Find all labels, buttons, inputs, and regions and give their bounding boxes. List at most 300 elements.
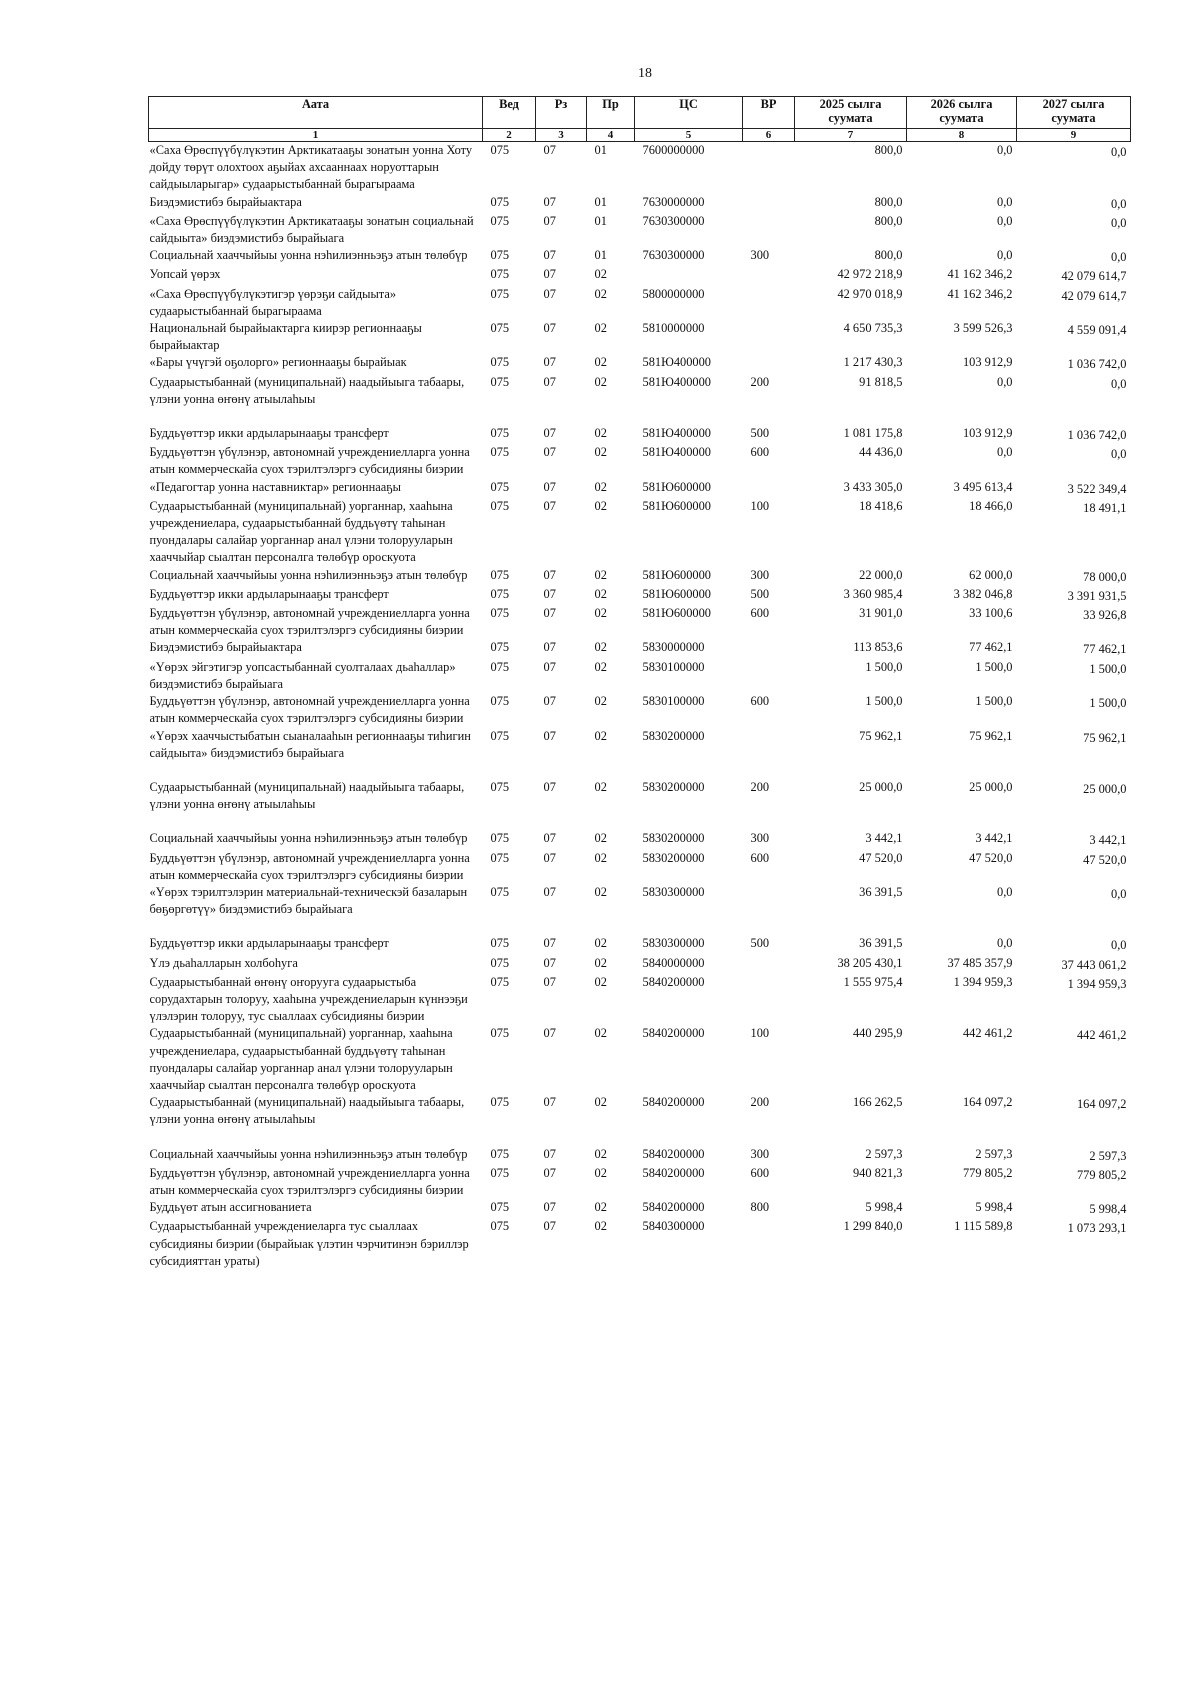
table-row bbox=[149, 1094, 1131, 1145]
rz-code: 07 bbox=[543, 194, 556, 209]
amount-2027: 3 391 931,5 bbox=[1067, 588, 1127, 603]
amount-2026: 0,0 bbox=[997, 884, 1013, 899]
vr-code: 300 bbox=[750, 567, 770, 582]
amount-2027: 0,0 bbox=[1111, 886, 1127, 901]
row-name: «Үөрэх хааччыстыбатын сыаналааһын регионнааҕы тиһигин сайдыыта» биэдэмистибэ бырайыага bbox=[149, 728, 471, 760]
amount-2027: 1 036 742,0 bbox=[1067, 357, 1127, 372]
row-name: «Саха Өрөспүүбүлүкэтигэр үөрэҕи сайдыыта» судаарыстыбаннай бырагыраама bbox=[149, 286, 397, 318]
cs-code: 5840300000 bbox=[642, 1219, 705, 1234]
table-row bbox=[149, 605, 1131, 639]
table-row bbox=[149, 567, 1131, 586]
ved-code: 075 bbox=[490, 1165, 510, 1180]
amount-2025: 1 500,0 bbox=[865, 694, 903, 709]
pr-code: 02 bbox=[594, 1219, 607, 1234]
header-2027: 2027 сылга суумата bbox=[1017, 97, 1131, 129]
pr-code: 02 bbox=[594, 1095, 607, 1110]
amount-2026: 25 000,0 bbox=[969, 779, 1013, 794]
amount-2026: 3 495 613,4 bbox=[953, 479, 1013, 494]
table-row bbox=[149, 779, 1131, 830]
ved-code: 075 bbox=[490, 498, 510, 513]
row-name: Социальнай хааччыйыы уонна нэһилиэнньэҕэ атын төлөбүр bbox=[149, 567, 468, 582]
cs-code: 7630000000 bbox=[642, 194, 705, 209]
cs-code: 5840000000 bbox=[642, 955, 705, 970]
vr-code: 500 bbox=[750, 586, 770, 601]
vr-code: 600 bbox=[750, 1165, 770, 1180]
table-row bbox=[149, 194, 1131, 213]
cs-code: 581Ю600000 bbox=[642, 498, 711, 513]
amount-2026: 18 466,0 bbox=[969, 498, 1013, 513]
ved-code: 075 bbox=[490, 374, 510, 389]
amount-2027: 442 461,2 bbox=[1076, 1028, 1127, 1043]
vr-code bbox=[743, 639, 795, 658]
table-row bbox=[149, 935, 1131, 954]
cs-code: 581Ю400000 bbox=[642, 445, 711, 460]
table-row bbox=[149, 266, 1131, 285]
column-number: 2 bbox=[483, 129, 536, 142]
rz-code: 07 bbox=[543, 1026, 556, 1041]
rz-code: 07 bbox=[543, 267, 556, 282]
cs-code: 5840200000 bbox=[642, 1095, 705, 1110]
vr-code bbox=[743, 884, 795, 935]
pr-code: 02 bbox=[594, 659, 607, 674]
amount-2025: 36 391,5 bbox=[859, 936, 903, 951]
rz-code: 07 bbox=[543, 1200, 556, 1215]
amount-2025: 1 299 840,0 bbox=[843, 1219, 903, 1234]
table-row bbox=[149, 850, 1131, 884]
cs-code: 5830300000 bbox=[642, 936, 705, 951]
vr-code bbox=[743, 213, 795, 247]
row-name: «Педагогтар уонна наставниктар» регионнааҕы bbox=[149, 479, 401, 494]
cs-code: 5830200000 bbox=[642, 779, 705, 794]
amount-2027: 3 442,1 bbox=[1089, 833, 1127, 848]
row-name: Национальнай бырайыактарга киирэр регионнааҕы бырайыактар bbox=[149, 321, 422, 353]
column-number: 9 bbox=[1017, 129, 1131, 142]
vr-code: 600 bbox=[750, 850, 770, 865]
column-number: 4 bbox=[587, 129, 635, 142]
rz-code: 07 bbox=[543, 479, 556, 494]
table-row bbox=[149, 586, 1131, 605]
pr-code: 01 bbox=[594, 213, 607, 228]
cs-code: 5840200000 bbox=[642, 1146, 705, 1161]
cs-code: 5840200000 bbox=[642, 1026, 705, 1041]
amount-2026: 41 162 346,2 bbox=[947, 286, 1013, 301]
ved-code: 075 bbox=[490, 1200, 510, 1215]
rz-code: 07 bbox=[543, 355, 556, 370]
vr-code bbox=[743, 286, 795, 320]
amount-2026: 77 462,1 bbox=[969, 640, 1013, 655]
row-name: Судаарыстыбаннай (муниципальнай) наадыйыыга табаары, үлэни уонна өҥөнү атыылаһыы bbox=[149, 374, 465, 406]
rz-code: 07 bbox=[543, 1095, 556, 1110]
amount-2026: 3 599 526,3 bbox=[953, 321, 1013, 336]
rz-code: 07 bbox=[543, 374, 556, 389]
column-number: 6 bbox=[743, 129, 795, 142]
cs-code: 5830100000 bbox=[642, 659, 705, 674]
table-row bbox=[149, 1025, 1131, 1094]
amount-2025: 25 000,0 bbox=[859, 779, 903, 794]
rz-code: 07 bbox=[543, 850, 556, 865]
amount-2025: 42 972 218,9 bbox=[837, 267, 903, 282]
table-row bbox=[149, 247, 1131, 266]
row-name: Буддьүөттэн үбүлэнэр, автономнай учреждениелларга уонна атын коммерческайа суох тэрилтэлэргэ субсидияны биэрии bbox=[149, 445, 470, 477]
table-row bbox=[149, 1146, 1131, 1165]
table-row bbox=[149, 142, 1131, 194]
table-row bbox=[149, 955, 1131, 974]
row-name: Үлэ дьаһалларын холбоһуга bbox=[149, 955, 298, 970]
row-name: Буддьүөттэн үбүлэнэр, автономнай учреждениелларга уонна атын коммерческайа суох тэрилтэлэргэ субсидияны биэрии bbox=[149, 694, 470, 726]
row-name: «Саха Өрөспүүбүлүкэтин Арктикатааҕы зонатын социальнай сайдыыта» биэдэмистибэ бырайыага bbox=[149, 213, 474, 246]
rz-code: 07 bbox=[543, 586, 556, 601]
table-row bbox=[149, 444, 1131, 478]
amount-2027: 1 500,0 bbox=[1089, 661, 1127, 676]
amount-2025: 22 000,0 bbox=[859, 567, 903, 582]
table-row bbox=[149, 659, 1131, 693]
table-row bbox=[149, 286, 1131, 320]
ved-code: 075 bbox=[490, 1095, 510, 1110]
amount-2026: 442 461,2 bbox=[962, 1026, 1013, 1041]
row-name: Судаарыстыбаннай (муниципальнай) уорганнар, хааһына учреждениелара, судаарыстыбаннай буддьүөтү таһынан пуондалары салайар уорганнар анал үлэни толорууларын хааччыйар сыалтан персоналга төлөбүр ороскуота bbox=[149, 498, 453, 565]
rz-code: 07 bbox=[543, 1146, 556, 1161]
pr-code: 02 bbox=[594, 1146, 607, 1161]
row-name: Биэдэмистибэ бырайыактара bbox=[149, 194, 302, 209]
amount-2026: 41 162 346,2 bbox=[947, 267, 1013, 282]
row-name: Судаарыстыбаннай (муниципальнай) наадыйыыга табаары, үлэни уонна өҥөнү атыылаһыы bbox=[149, 779, 465, 812]
row-name: Социальнай хааччыйыы уонна нэһилиэнньэҕэ атын төлөбүр bbox=[149, 831, 468, 846]
pr-code: 02 bbox=[594, 374, 607, 389]
row-name: Социальнай хааччыйыы уонна нэһилиэнньэҕэ атын төлөбүр bbox=[149, 248, 468, 263]
vr-code: 200 bbox=[750, 779, 770, 794]
amount-2027: 164 097,2 bbox=[1076, 1097, 1127, 1112]
ved-code: 075 bbox=[490, 321, 510, 336]
amount-2027: 5 998,4 bbox=[1089, 1202, 1127, 1217]
header-2025: 2025 сылга суумата bbox=[795, 97, 907, 129]
table-row bbox=[149, 498, 1131, 567]
rz-code: 07 bbox=[543, 694, 556, 709]
row-name: «Үөрэх тэрилтэлэрин материальнай-техническэй базаларын бөҕөргөтүү» биэдэмистибэ бырайыага bbox=[149, 884, 468, 917]
column-number: 5 bbox=[635, 129, 743, 142]
ved-code: 075 bbox=[490, 606, 510, 621]
vr-code bbox=[743, 320, 795, 354]
table-row bbox=[149, 693, 1131, 727]
pr-code: 02 bbox=[594, 267, 607, 282]
amount-2025: 800,0 bbox=[874, 213, 903, 228]
pr-code: 02 bbox=[594, 355, 607, 370]
rz-code: 07 bbox=[543, 831, 556, 846]
column-number: 1 bbox=[149, 129, 483, 142]
amount-2026: 75 962,1 bbox=[969, 728, 1013, 743]
amount-2025: 3 360 985,4 bbox=[843, 586, 903, 601]
ved-code: 075 bbox=[490, 355, 510, 370]
vr-code bbox=[743, 974, 795, 1026]
vr-code bbox=[743, 955, 795, 974]
amount-2026: 0,0 bbox=[997, 143, 1013, 157]
table-row bbox=[149, 639, 1131, 658]
amount-2026: 3 382 046,8 bbox=[953, 586, 1013, 601]
pr-code: 02 bbox=[594, 1026, 607, 1041]
amount-2026: 0,0 bbox=[997, 213, 1013, 228]
cs-code: 581Ю600000 bbox=[642, 567, 711, 582]
amount-2026: 3 442,1 bbox=[975, 831, 1013, 846]
cs-code: 5830100000 bbox=[642, 694, 705, 709]
amount-2027: 2 597,3 bbox=[1089, 1148, 1127, 1163]
vr-code: 200 bbox=[750, 1095, 770, 1110]
vr-code: 500 bbox=[750, 426, 770, 441]
amount-2026: 103 912,9 bbox=[962, 426, 1013, 441]
vr-code: 300 bbox=[750, 831, 770, 846]
ved-code: 075 bbox=[490, 194, 510, 209]
ved-code: 075 bbox=[490, 213, 510, 228]
ved-code: 075 bbox=[490, 640, 510, 655]
pr-code: 02 bbox=[594, 850, 607, 865]
vr-code: 300 bbox=[750, 248, 770, 263]
pr-code: 02 bbox=[594, 936, 607, 951]
amount-2025: 166 262,5 bbox=[852, 1095, 903, 1110]
amount-2025: 47 520,0 bbox=[859, 850, 903, 865]
amount-2025: 2 597,3 bbox=[865, 1146, 903, 1161]
amount-2027: 0,0 bbox=[1111, 447, 1127, 462]
table-row bbox=[149, 354, 1131, 373]
header-2026: 2026 сылга суумата bbox=[907, 97, 1017, 129]
header-name: Аата bbox=[149, 97, 483, 129]
row-name: Уопсай үөрэх bbox=[149, 267, 221, 282]
pr-code: 02 bbox=[594, 1200, 607, 1215]
amount-2027: 1 394 959,3 bbox=[1067, 976, 1127, 991]
pr-code: 01 bbox=[594, 143, 607, 157]
amount-2027: 78 000,0 bbox=[1083, 569, 1127, 584]
vr-code bbox=[743, 142, 795, 194]
ved-code: 075 bbox=[490, 1146, 510, 1161]
cs-code: 5840200000 bbox=[642, 1200, 705, 1215]
row-name: Буддьүөттэн үбүлэнэр, автономнай учреждениелларга уонна атын коммерческайа суох тэрилтэлэргэ субсидияны биэрии bbox=[149, 850, 470, 882]
amount-2026: 1 394 959,3 bbox=[953, 974, 1013, 989]
rz-code: 07 bbox=[543, 321, 556, 336]
amount-2027: 779 805,2 bbox=[1076, 1167, 1127, 1182]
ved-code: 075 bbox=[490, 955, 510, 970]
amount-2025: 1 217 430,3 bbox=[843, 355, 903, 370]
ved-code: 075 bbox=[490, 694, 510, 709]
cs-code: 581Ю400000 bbox=[642, 426, 711, 441]
ved-code: 075 bbox=[490, 143, 510, 157]
row-name: Буддьүөттэн үбүлэнэр, автономнай учреждениелларга уонна атын коммерческайа суох тэрилтэлэргэ субсидияны биэрии bbox=[149, 606, 470, 638]
amount-2025: 42 970 018,9 bbox=[837, 286, 903, 301]
cs-code: 581Ю400000 bbox=[642, 355, 711, 370]
row-name: Судаарыстыбаннай учреждениеларга тус сыаллаах субсидияны биэрии (бырайыак үлэтин чэрчитинэн бэриллэр субсидияттан ураты) bbox=[149, 1219, 469, 1268]
row-name: Буддьүөт атын ассигнованиета bbox=[149, 1200, 312, 1215]
vr-code: 800 bbox=[750, 1200, 770, 1215]
cs-code: 7630300000 bbox=[642, 213, 705, 228]
vr-code: 100 bbox=[750, 498, 770, 513]
amount-2027: 0,0 bbox=[1111, 196, 1127, 211]
vr-code: 600 bbox=[750, 694, 770, 709]
header-pr: Пр bbox=[587, 97, 635, 129]
amount-2025: 440 295,9 bbox=[852, 1026, 903, 1041]
vr-code bbox=[743, 266, 795, 285]
rz-code: 07 bbox=[543, 955, 556, 970]
header-rz: Рз bbox=[536, 97, 587, 129]
amount-2027: 0,0 bbox=[1111, 376, 1127, 391]
amount-2027: 42 079 614,7 bbox=[1061, 288, 1127, 303]
amount-2027: 0,0 bbox=[1111, 938, 1127, 953]
cs-code: 5840200000 bbox=[642, 974, 705, 989]
amount-2025: 1 555 975,4 bbox=[843, 974, 903, 989]
amount-2027: 0,0 bbox=[1111, 145, 1127, 159]
amount-2026: 47 520,0 bbox=[969, 850, 1013, 865]
table-row bbox=[149, 1165, 1131, 1199]
pr-code: 02 bbox=[594, 321, 607, 336]
amount-2027: 77 462,1 bbox=[1083, 642, 1127, 657]
ved-code: 075 bbox=[490, 974, 510, 989]
ved-code: 075 bbox=[490, 831, 510, 846]
amount-2025: 3 433 305,0 bbox=[843, 479, 903, 494]
amount-2027: 42 079 614,7 bbox=[1061, 269, 1127, 284]
vr-code: 500 bbox=[750, 936, 770, 951]
column-number: 8 bbox=[907, 129, 1017, 142]
amount-2026: 0,0 bbox=[997, 248, 1013, 263]
amount-2026: 0,0 bbox=[997, 936, 1013, 951]
pr-code: 02 bbox=[594, 606, 607, 621]
amount-2025: 91 818,5 bbox=[859, 374, 903, 389]
rz-code: 07 bbox=[543, 936, 556, 951]
page-number: 18 bbox=[638, 66, 652, 81]
table-row bbox=[149, 479, 1131, 498]
header-vr: ВР bbox=[743, 97, 795, 129]
amount-2026: 1 115 589,8 bbox=[954, 1219, 1013, 1234]
ved-code: 075 bbox=[490, 850, 510, 865]
amount-2025: 1 500,0 bbox=[865, 659, 903, 674]
vr-code: 200 bbox=[750, 374, 770, 389]
amount-2027: 47 520,0 bbox=[1083, 852, 1127, 867]
amount-2027: 4 559 091,4 bbox=[1067, 323, 1127, 338]
amount-2025: 800,0 bbox=[874, 194, 903, 209]
vr-code bbox=[743, 194, 795, 213]
pr-code: 02 bbox=[594, 884, 607, 899]
row-name: «Үөрэх эйгэтигэр уопсастыбаннай суолталаах дьаһаллар» биэдэмистибэ бырайыага bbox=[149, 659, 456, 691]
ved-code: 075 bbox=[490, 884, 510, 899]
row-name: Буддьүөттэр икки ардыларынааҕы трансферт bbox=[149, 586, 389, 601]
cs-code: 581Ю400000 bbox=[642, 374, 711, 389]
ved-code: 075 bbox=[490, 267, 510, 282]
vr-code bbox=[743, 479, 795, 498]
rz-code: 07 bbox=[543, 779, 556, 794]
ved-code: 075 bbox=[490, 248, 510, 263]
pr-code: 02 bbox=[594, 498, 607, 513]
row-name: Судаарыстыбаннай (муниципальнай) наадыйыыга табаары, үлэни уонна өҥөнү атыылаһыы bbox=[149, 1095, 465, 1127]
cs-code: 581Ю600000 bbox=[642, 606, 711, 621]
table-row bbox=[149, 830, 1131, 849]
pr-code: 02 bbox=[594, 286, 607, 301]
amount-2026: 33 100,6 bbox=[969, 606, 1013, 621]
header-row bbox=[149, 97, 1131, 129]
pr-code: 02 bbox=[594, 779, 607, 794]
amount-2026: 5 998,4 bbox=[975, 1200, 1013, 1215]
vr-code: 600 bbox=[750, 606, 770, 621]
vr-code: 300 bbox=[750, 1146, 770, 1161]
ved-code: 075 bbox=[490, 426, 510, 441]
amount-2027: 0,0 bbox=[1111, 250, 1127, 265]
pr-code: 02 bbox=[594, 445, 607, 460]
ved-code: 075 bbox=[490, 659, 510, 674]
row-name: Буддьүөттэр икки ардыларынааҕы трансферт bbox=[149, 936, 389, 951]
pr-code: 02 bbox=[594, 479, 607, 494]
amount-2026: 62 000,0 bbox=[969, 567, 1013, 582]
pr-code: 01 bbox=[594, 194, 607, 209]
ved-code: 075 bbox=[490, 567, 510, 582]
pr-code: 02 bbox=[594, 567, 607, 582]
vr-code: 100 bbox=[750, 1026, 770, 1041]
rz-code: 07 bbox=[543, 248, 556, 263]
cs-code: 7630300000 bbox=[642, 248, 705, 263]
column-number-row bbox=[149, 129, 1131, 142]
amount-2026: 37 485 357,9 bbox=[947, 955, 1013, 970]
amount-2027: 18 491,1 bbox=[1083, 500, 1127, 515]
rz-code: 07 bbox=[543, 445, 556, 460]
table-row bbox=[149, 728, 1131, 779]
rz-code: 07 bbox=[543, 974, 556, 989]
table-row bbox=[149, 974, 1131, 1026]
amount-2027: 25 000,0 bbox=[1083, 781, 1127, 796]
pr-code: 02 bbox=[594, 955, 607, 970]
amount-2025: 31 901,0 bbox=[859, 606, 903, 621]
table-body bbox=[149, 142, 1131, 1270]
ved-code: 075 bbox=[490, 1219, 510, 1234]
ved-code: 075 bbox=[490, 479, 510, 494]
rz-code: 07 bbox=[543, 567, 556, 582]
amount-2025: 3 442,1 bbox=[865, 831, 903, 846]
amount-2026: 103 912,9 bbox=[962, 355, 1013, 370]
pr-code: 02 bbox=[594, 728, 607, 743]
amount-2026: 0,0 bbox=[997, 194, 1013, 209]
rz-code: 07 bbox=[543, 884, 556, 899]
amount-2026: 164 097,2 bbox=[962, 1095, 1013, 1110]
ved-code: 075 bbox=[490, 1026, 510, 1041]
amount-2027: 0,0 bbox=[1111, 215, 1127, 230]
amount-2026: 0,0 bbox=[997, 445, 1013, 460]
amount-2027: 37 443 061,2 bbox=[1061, 957, 1127, 972]
table-row bbox=[149, 374, 1131, 425]
amount-2025: 38 205 430,1 bbox=[837, 955, 903, 970]
row-name: Судаарыстыбаннай өҥөнү оҥорууга судаарыстыба сорудахтарын толоруу, хааһына учреждениеларын күннээҕи үлэлэрин толоруу, тус сыаллаах субсидияны биэрии bbox=[149, 974, 468, 1024]
amount-2025: 113 853,6 bbox=[853, 640, 903, 655]
amount-2025: 4 650 735,3 bbox=[843, 321, 903, 336]
row-name: Биэдэмистибэ бырайыактара bbox=[149, 640, 302, 655]
cs-code: 5830200000 bbox=[642, 831, 705, 846]
rz-code: 07 bbox=[543, 1219, 556, 1234]
amount-2027: 33 926,8 bbox=[1083, 608, 1127, 623]
budget-table bbox=[148, 96, 1131, 1270]
cs-code: 5840200000 bbox=[642, 1165, 705, 1180]
column-number: 3 bbox=[536, 129, 587, 142]
amount-2026: 779 805,2 bbox=[962, 1165, 1013, 1180]
amount-2025: 75 962,1 bbox=[859, 728, 903, 743]
vr-code bbox=[743, 728, 795, 779]
amount-2027: 1 036 742,0 bbox=[1067, 428, 1127, 443]
cs-code: 7600000000 bbox=[642, 143, 705, 157]
table-row bbox=[149, 320, 1131, 354]
pr-code: 02 bbox=[594, 1165, 607, 1180]
amount-2025: 44 436,0 bbox=[859, 445, 903, 460]
pr-code: 02 bbox=[594, 694, 607, 709]
amount-2027: 1 500,0 bbox=[1089, 696, 1127, 711]
table-row bbox=[149, 884, 1131, 935]
header-cs: ЦС bbox=[635, 97, 743, 129]
amount-2025: 940 821,3 bbox=[852, 1165, 903, 1180]
row-name: «Бары үчүгэй оҕолорго» регионнааҕы бырайыак bbox=[149, 355, 407, 370]
ved-code: 075 bbox=[490, 728, 510, 743]
ved-code: 075 bbox=[490, 286, 510, 301]
ved-code: 075 bbox=[490, 586, 510, 601]
amount-2025: 800,0 bbox=[874, 143, 903, 157]
amount-2027: 1 073 293,1 bbox=[1067, 1221, 1127, 1236]
row-name: Социальнай хааччыйыы уонна нэһилиэнньэҕэ атын төлөбүр bbox=[149, 1146, 468, 1161]
